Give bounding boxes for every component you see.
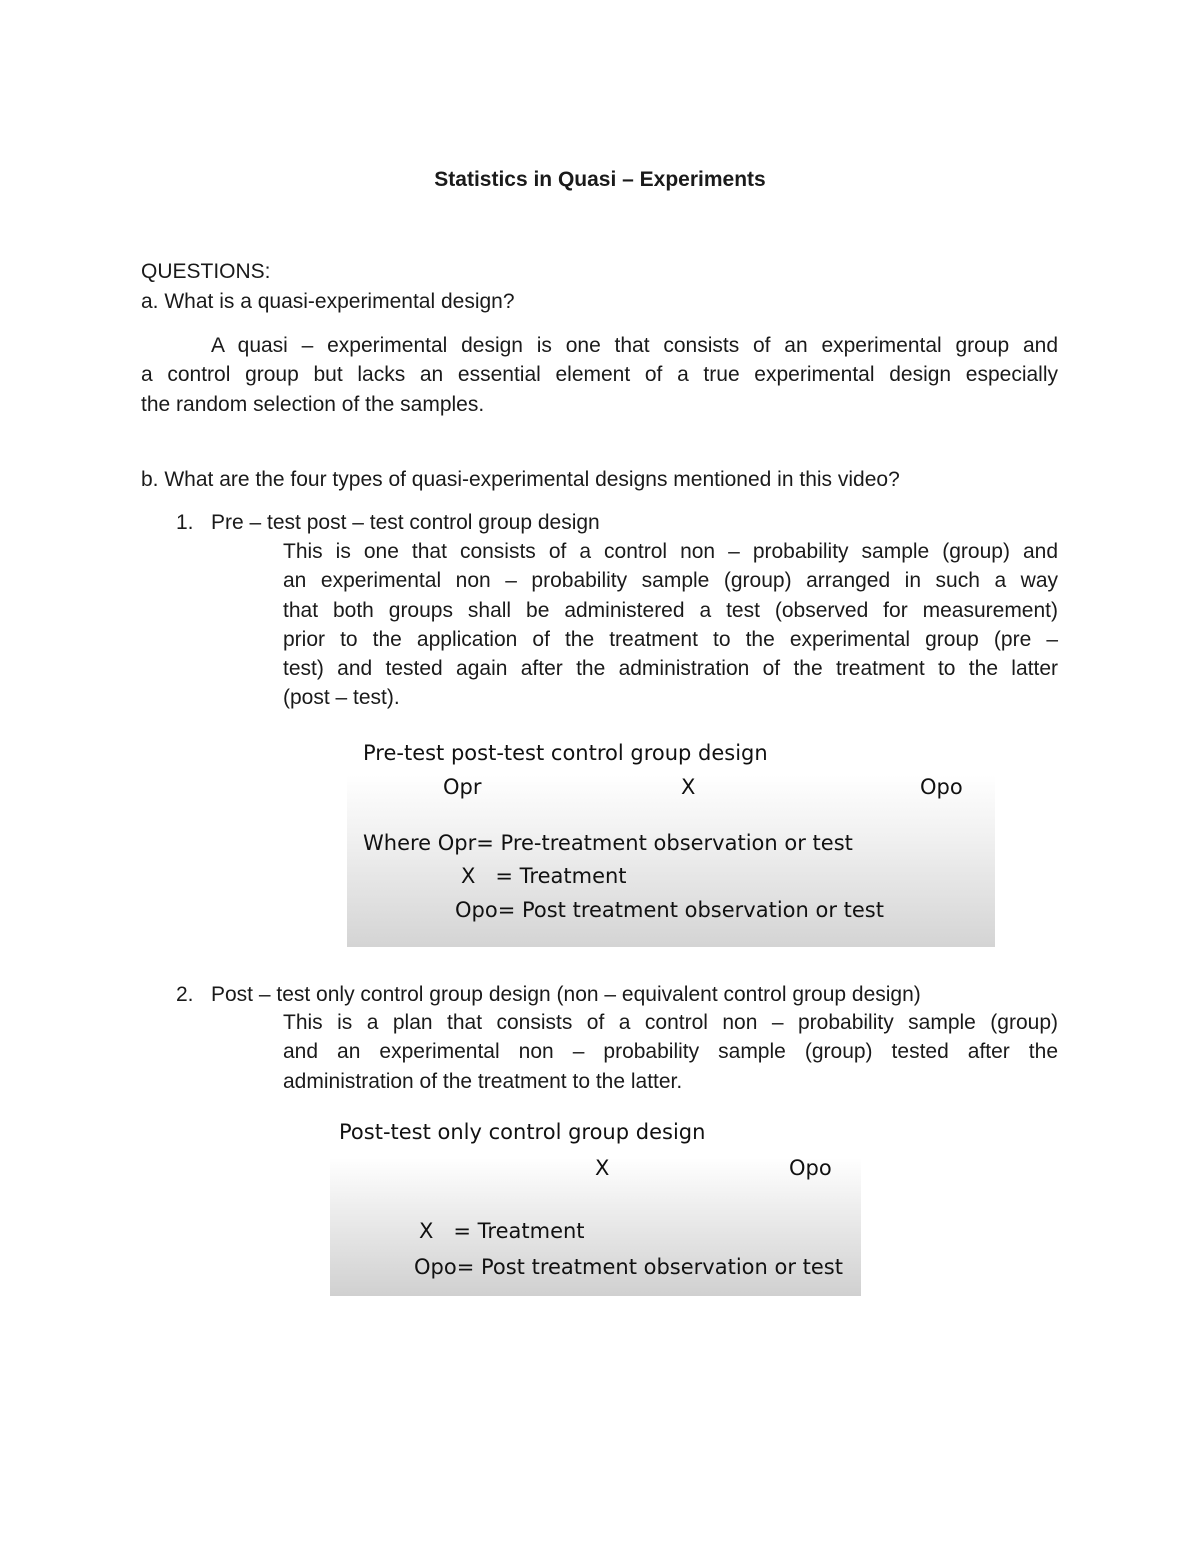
figure-1-row-cell: X xyxy=(681,775,696,799)
question-a: a. What is a quasi-experimental design? xyxy=(141,290,515,313)
figure-1-row-cell: Opo xyxy=(920,775,963,799)
figure-1-legend-line: X = Treatment xyxy=(461,864,627,888)
list-item-heading: Pre – test post – test control group design xyxy=(211,511,600,534)
description-line: (post – test). xyxy=(283,686,400,710)
item-2-description xyxy=(283,1008,1058,1096)
figure-1-legend-line: Where Opr= Pre-treatment observation or test xyxy=(363,831,853,855)
list-item-number: 2. xyxy=(176,983,194,1006)
figure-1-caption: Pre-test post-test control group design xyxy=(363,741,768,765)
question-b: b. What are the four types of quasi-experimental designs mentioned in this video? xyxy=(141,468,900,491)
figure-1-legend-line: Opo= Post treatment observation or test xyxy=(455,898,884,922)
page-title: Statistics in Quasi – Experiments xyxy=(434,168,766,191)
answer-a-line: the random selection of the samples. xyxy=(141,392,485,416)
figure-1-row-cell: Opr xyxy=(443,775,482,799)
answer-a-paragraph xyxy=(141,331,1058,419)
description-line: administration of the treatment to the latter. xyxy=(283,1069,683,1093)
figure-2-caption: Post-test only control group design xyxy=(339,1120,706,1144)
description-line: that both groups shall be administered a test (observed for measurement) xyxy=(283,598,1058,622)
figure-2-legend-line: X = Treatment xyxy=(419,1219,585,1243)
description-line: and an experimental non – probability sample (group) tested after the xyxy=(283,1040,1058,1064)
item-1-description xyxy=(283,537,1058,713)
figure-2-legend-line: Opo= Post treatment observation or test xyxy=(414,1255,843,1279)
description-line: This is one that consists of a control non – probability sample (group) and xyxy=(283,540,1058,563)
description-line: an experimental non – probability sample (group) arranged in such a way xyxy=(283,569,1058,593)
answer-a-line: A quasi – experimental design is one that consists of an experimental group and xyxy=(211,334,1058,357)
questions-label: QUESTIONS: xyxy=(141,260,271,283)
list-item-number: 1. xyxy=(176,511,194,534)
description-line: This is a plan that consists of a control non – probability sample (group) xyxy=(283,1011,1058,1034)
description-line: prior to the application of the treatment to the experimental group (pre – xyxy=(283,627,1058,651)
figure-2-row-cell: X xyxy=(595,1156,610,1180)
list-item-heading: Post – test only control group design (non – equivalent control group design) xyxy=(211,983,921,1006)
figure-2-row-cell: Opo xyxy=(789,1156,832,1180)
answer-a-line: a control group but lacks an essential element of a true experimental design especially xyxy=(141,363,1058,387)
description-line: test) and tested again after the administration of the treatment to the latter xyxy=(283,657,1058,681)
